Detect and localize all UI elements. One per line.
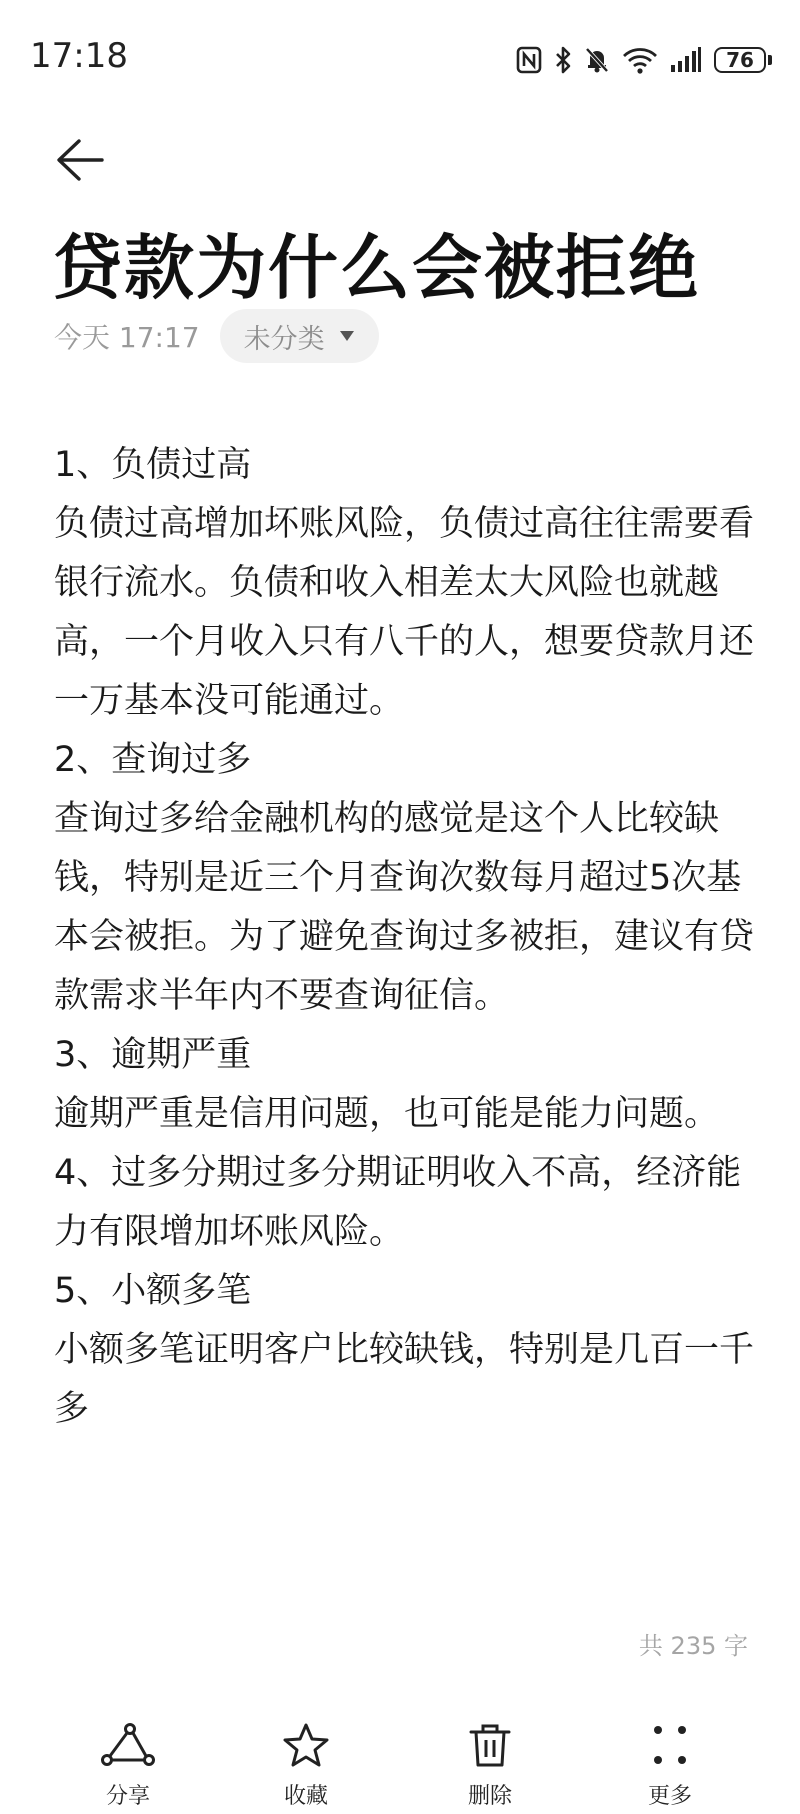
trash-icon [468, 1722, 512, 1768]
delete-label: 删除 [467, 1784, 512, 1809]
bottom-toolbar [0, 1700, 800, 1814]
note-paragraph: 2、查询过多 [54, 740, 252, 780]
more-button[interactable] [600, 1700, 740, 1810]
note-paragraph: 小额多笔证明客户比较缺钱，特别是几百一千多 [54, 1330, 755, 1429]
note-date: 今天 17:17 [54, 321, 200, 354]
note-body[interactable] [54, 436, 754, 1439]
share-icon [101, 1722, 155, 1768]
favorite-button[interactable] [236, 1700, 376, 1810]
signal-icon [670, 46, 702, 74]
note-paragraph: 1、负债过高 [54, 445, 252, 485]
status-icons [516, 40, 772, 80]
word-count: 共 235 字 [638, 1632, 748, 1660]
status-time: 17:18 [30, 36, 128, 76]
note-title[interactable]: 贷款为什么会被拒绝 [52, 227, 700, 309]
back-button[interactable] [50, 130, 110, 190]
bluetooth-icon [554, 46, 572, 74]
mute-bell-icon [584, 46, 610, 74]
note-meta [54, 308, 379, 364]
delete-button[interactable] [420, 1700, 560, 1810]
share-button[interactable] [58, 1700, 198, 1810]
battery-icon [714, 47, 772, 73]
caret-down-icon [339, 330, 355, 342]
more-dots-icon [650, 1722, 690, 1768]
more-label: 更多 [647, 1784, 692, 1809]
note-paragraph: 逾期严重是信用问题，也可能是能力问题。 [54, 1094, 720, 1134]
category-label: 未分类 [243, 323, 325, 355]
star-icon [282, 1722, 330, 1768]
note-paragraph: 4、过多分期过多分期证明收入不高，经济能力有限增加坏账风险。 [54, 1153, 742, 1252]
category-dropdown[interactable] [220, 309, 379, 363]
battery-level: 76 [714, 47, 766, 73]
status-bar [0, 0, 800, 120]
note-paragraph: 负债过高增加坏账风险，负债过高往往需要看银行流水。负债和收入相差太大风险也就越高，一个月收入只有八千的人，想要贷款月还一万基本没可能通过。 [54, 504, 755, 721]
note-paragraph: 查询过多给金融机构的感觉是这个人比较缺钱，特别是近三个月查询次数每月超过5次基本会被拒。为了避免查询过多被拒，建议有贷款需求半年内不要查询征信。 [54, 799, 755, 1016]
nfc-icon [516, 46, 542, 74]
share-label: 分享 [105, 1784, 150, 1809]
note-paragraph: 3、逾期严重 [54, 1035, 252, 1075]
favorite-label: 收藏 [283, 1784, 328, 1809]
wifi-icon [622, 46, 658, 74]
note-paragraph: 5、小额多笔 [54, 1271, 252, 1311]
back-arrow-icon [55, 138, 105, 182]
